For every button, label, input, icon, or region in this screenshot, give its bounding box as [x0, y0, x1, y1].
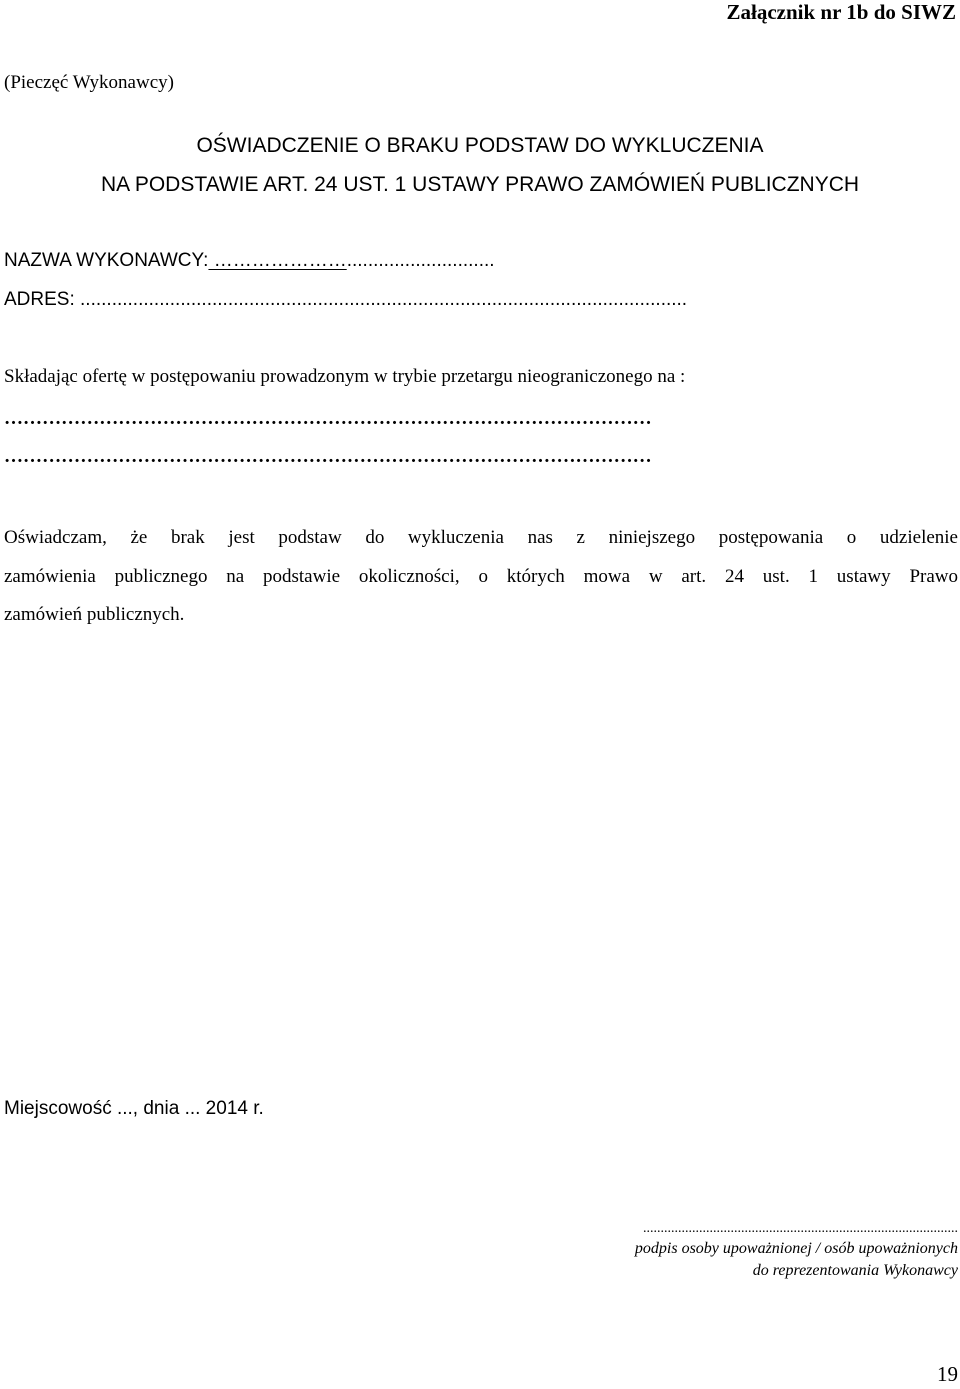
document-title-line2: NA PODSTAWIE ART. 24 UST. 1 USTAWY PRAWO ZAMÓWIEŃ PUBLICZNYCH: [100, 173, 860, 196]
offer-statement: Składając ofertę w postępowaniu prowadzonym w trybie przetargu nieograniczonego na :: [4, 366, 686, 387]
address-field: ADRES: ...................................................................................................................: [4, 289, 688, 310]
signature-caption-line1: podpis osoby upoważnionej / osób upoważnionych: [634, 1240, 958, 1257]
stamp-label: (Pieczęć Wykonawcy): [4, 72, 174, 93]
declaration-line: zamówienia publicznego na podstawie okoliczności, o których mowa w art. 24 ust. 1 ustawy Prawo: [4, 565, 958, 587]
contractor-name-label: NAZWA WYKONAWCY:: [4, 250, 209, 271]
annex-label: Załącznik nr 1b do SIWZ: [726, 0, 956, 24]
tender-subject-dots-line1: …………………………………………………………………………………………: [4, 408, 652, 429]
page-number: 19: [937, 1362, 958, 1386]
declaration-line: zamówień publicznych.: [4, 604, 185, 625]
place-date-field: Miejscowość ..., dnia ... 2014 r.: [4, 1098, 264, 1119]
tender-subject-dots-line2: …………………………………………………………………………………………: [4, 446, 652, 467]
document-title-line1: OŚWIADCZENIE O BRAKU PODSTAW DO WYKLUCZENIA: [196, 134, 764, 157]
declaration-paragraph: [4, 519, 958, 635]
contractor-name-dots: ............................: [346, 250, 495, 271]
signature-caption-line2: do reprezentowania Wykonawcy: [752, 1262, 958, 1279]
contractor-name-field: [4, 250, 495, 272]
signature-dots: ..........................................................................................: [643, 1221, 958, 1236]
declaration-line: Oświadczam, że brak jest podstaw do wykluczenia nas z niniejszego postępowania o udzielenie: [4, 527, 958, 548]
contractor-name-underline: …………………: [208, 250, 347, 271]
